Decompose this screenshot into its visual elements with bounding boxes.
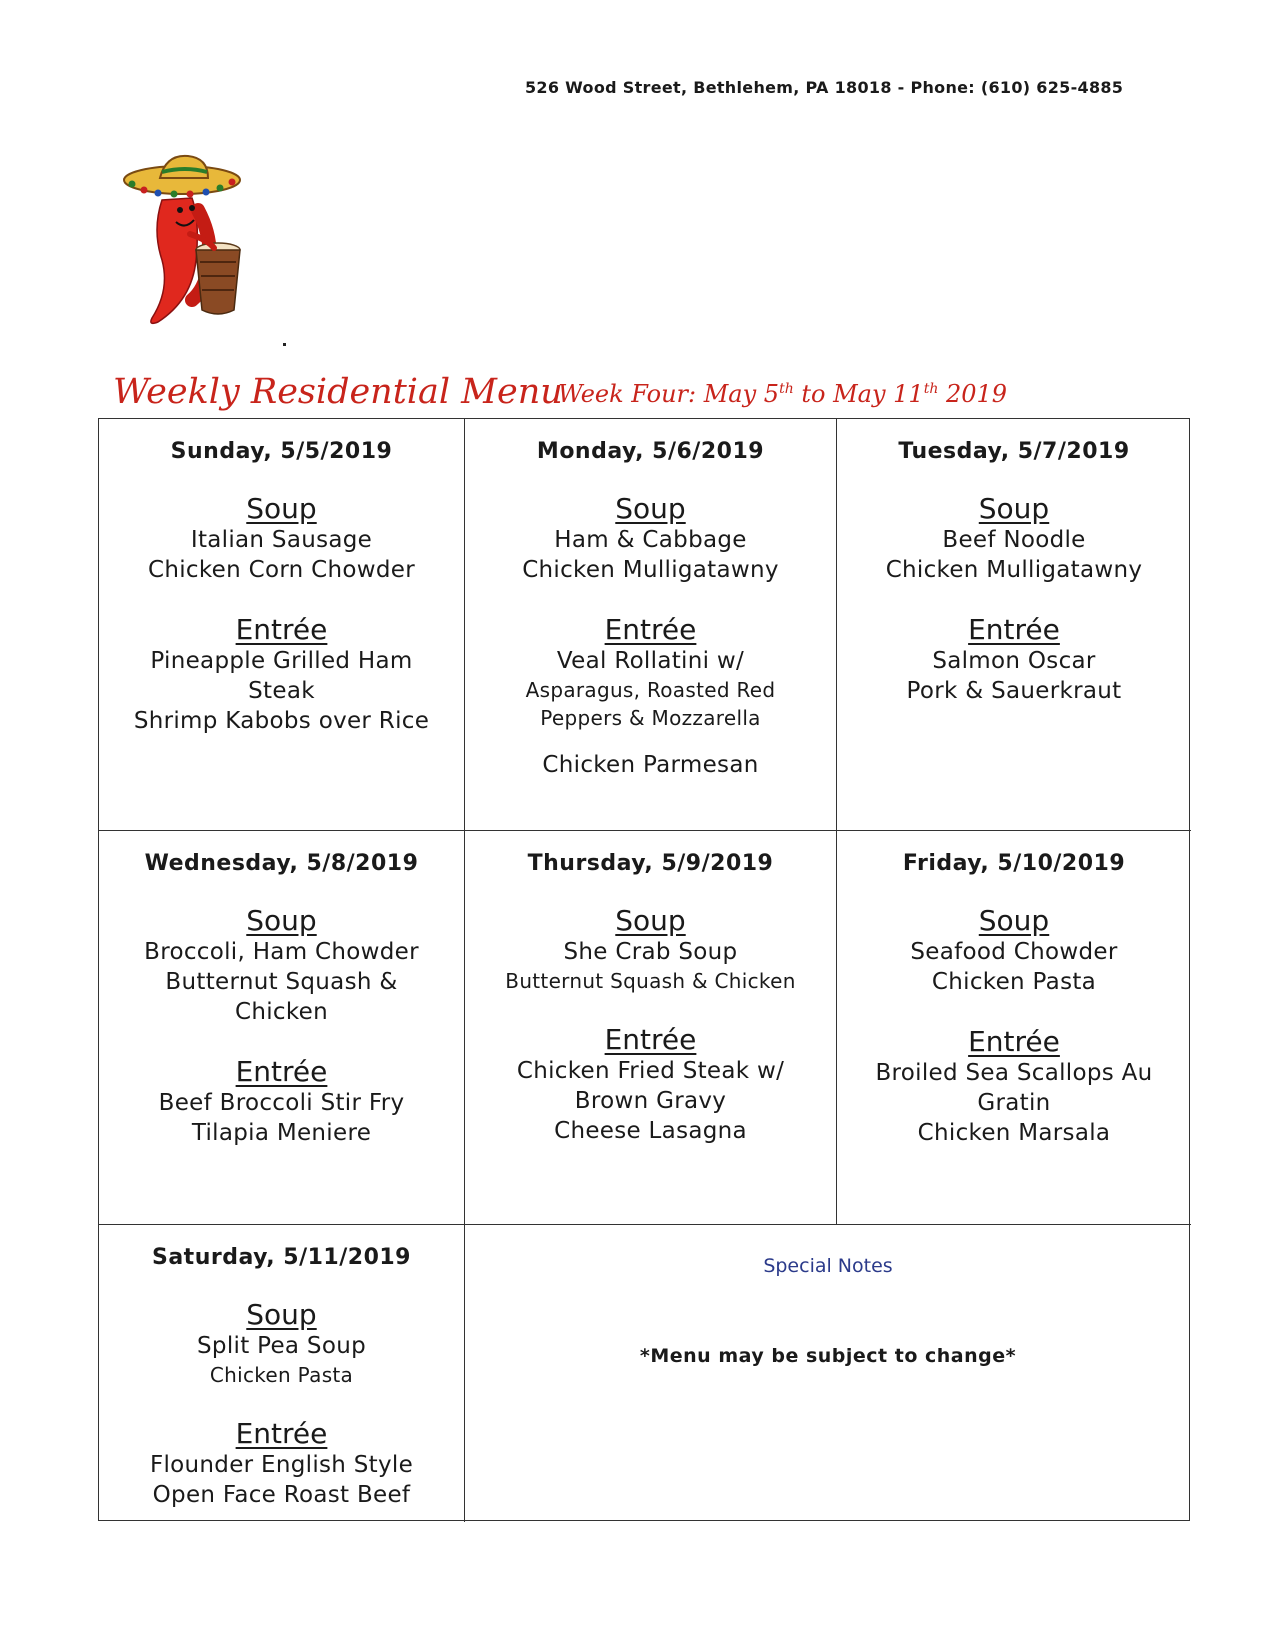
menu-title: Weekly Residential Menu	[113, 372, 563, 412]
entree-item: Steak	[248, 678, 315, 704]
soup-item: Seafood Chowder	[910, 939, 1118, 965]
soup-item: Butternut Squash & Chicken	[505, 969, 796, 993]
soup-heading: Soup	[246, 492, 317, 525]
entree-item: Flounder English Style	[149, 1452, 414, 1478]
day-title: Friday, 5/10/2019	[902, 851, 1126, 876]
day-title: Tuesday, 5/7/2019	[898, 439, 1130, 464]
day-cell-tuesday	[837, 419, 1191, 831]
soup-heading: Soup	[978, 904, 1050, 937]
entree-item: Asparagus, Roasted Red	[525, 678, 776, 702]
entree-item: Gratin	[977, 1090, 1051, 1116]
soup-item: Beef Noodle	[942, 527, 1086, 553]
day-title: Monday, 5/6/2019	[536, 439, 765, 464]
stray-mark	[283, 343, 286, 346]
soup-item: Italian Sausage	[190, 527, 373, 553]
entree-heading: Entrée	[604, 1023, 697, 1056]
entree-item: Beef Broccoli Stir Fry	[158, 1090, 405, 1116]
soup-item: Ham & Cabbage	[554, 527, 747, 553]
soup-heading: Soup	[615, 492, 686, 525]
soup-item: Chicken Mulligatawny	[885, 557, 1143, 583]
day-cell-sunday	[99, 419, 465, 831]
entree-item: Tilapia Meniere	[191, 1120, 372, 1146]
special-notes-cell	[465, 1225, 1191, 1522]
entree-item: Cheese Lasagna	[554, 1118, 747, 1144]
entree-heading: Entrée	[235, 1417, 328, 1450]
entree-heading: Entrée	[235, 613, 328, 646]
soup-item: Chicken	[235, 999, 328, 1025]
day-cell-thursday	[465, 831, 837, 1225]
entree-item: Chicken Marsala	[917, 1120, 1111, 1146]
entree-heading: Entrée	[235, 1055, 328, 1088]
entree-item: Pork & Sauerkraut	[906, 678, 1122, 704]
day-title: Wednesday, 5/8/2019	[144, 851, 419, 876]
soup-item: She Crab Soup	[563, 939, 738, 965]
soup-item: Chicken Mulligatawny	[522, 557, 779, 583]
day-cell-wednesday	[99, 831, 465, 1225]
soup-item: Chicken Corn Chowder	[147, 557, 415, 583]
day-cell-monday	[465, 419, 837, 831]
day-cell-friday	[837, 831, 1191, 1225]
special-notes-title: Special Notes	[763, 1255, 893, 1277]
soup-item: Broccoli, Ham Chowder	[144, 939, 419, 965]
menu-grid	[98, 418, 1190, 1521]
soup-heading: Soup	[246, 904, 317, 937]
day-title: Saturday, 5/11/2019	[151, 1245, 411, 1270]
soup-item: Butternut Squash &	[165, 969, 398, 995]
entree-heading: Entrée	[968, 613, 1060, 646]
entree-item: Salmon Oscar	[932, 648, 1096, 674]
soup-heading: Soup	[615, 904, 686, 937]
week-title: Week Four: May 5th to May 11th 2019	[558, 380, 1008, 408]
entree-heading: Entrée	[968, 1025, 1060, 1058]
entree-item: Open Face Roast Beef	[152, 1482, 411, 1508]
entree-item: Shrimp Kabobs over Rice	[133, 708, 430, 734]
soup-item: Split Pea Soup	[197, 1333, 366, 1359]
entree-heading: Entrée	[604, 613, 697, 646]
entree-item: Veal Rollatini w/	[556, 648, 745, 674]
day-cell-saturday	[99, 1225, 465, 1522]
entree-item: Chicken Fried Steak w/	[516, 1058, 785, 1084]
special-notes-text: *Menu may be subject to change*	[639, 1345, 1017, 1367]
chili-pepper-mascot-icon	[122, 150, 262, 340]
entree-item: Pineapple Grilled Ham	[150, 648, 413, 674]
address-line: 526 Wood Street, Bethlehem, PA 18018 - Phone: (610) 625-4885	[525, 78, 1124, 97]
soup-heading: Soup	[978, 492, 1050, 525]
entree-item: Chicken Parmesan	[542, 752, 759, 778]
day-title: Sunday, 5/5/2019	[170, 439, 393, 464]
soup-heading: Soup	[246, 1298, 317, 1331]
soup-item: Chicken Pasta	[931, 969, 1097, 995]
entree-item: Broiled Sea Scallops Au	[875, 1060, 1153, 1086]
entree-item: Peppers & Mozzarella	[540, 706, 761, 730]
entree-item: Brown Gravy	[574, 1088, 727, 1114]
day-title: Thursday, 5/9/2019	[527, 851, 774, 876]
soup-item: Chicken Pasta	[209, 1363, 354, 1387]
